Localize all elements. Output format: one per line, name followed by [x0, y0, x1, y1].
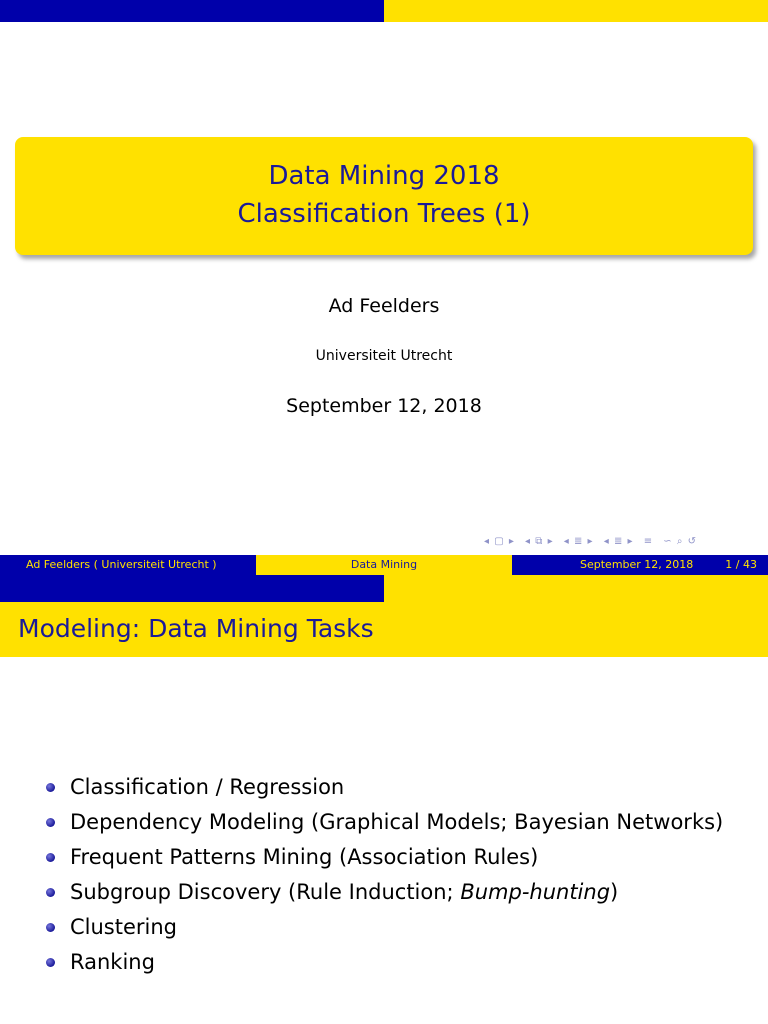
slide2-top-color-bar — [0, 575, 768, 602]
list-item — [46, 840, 723, 875]
bullet-icon — [46, 783, 55, 792]
footer-middle — [256, 555, 512, 575]
slide-title-line2: Classification Trees (1) — [237, 199, 531, 229]
footer-title: Data Mining — [350, 558, 418, 571]
list-item-emphasis: Bump-hunting — [460, 880, 611, 904]
beamer-navigation — [484, 536, 764, 552]
list-item — [46, 945, 723, 980]
footer-right — [512, 555, 768, 575]
nav-frame-icon[interactable]: ◂ ▢ ▸ — [484, 536, 515, 547]
bullet-icon — [46, 888, 55, 897]
nav-search-icon[interactable]: ∽ ⌕ ↺ — [663, 536, 698, 547]
bullet-icon — [46, 923, 55, 932]
slide2-top-bar-blue — [0, 575, 384, 602]
nav-section-icon[interactable]: ◂ ≣ ▸ — [563, 536, 594, 547]
list-item-text: Clustering — [70, 915, 178, 939]
footer-page-number: 1 / 43 — [725, 558, 757, 571]
footer-left — [0, 555, 256, 575]
slide-title-line1: Data Mining 2018 — [268, 161, 500, 191]
bullet-icon — [46, 958, 55, 967]
list-item-text: Frequent Patterns Mining (Association Rules) — [70, 845, 539, 869]
nav-menu-icon[interactable]: ≡ — [643, 536, 654, 547]
nav-document-icon[interactable]: ◂ ≣ ▸ — [603, 536, 634, 547]
bullet-icon — [46, 818, 55, 827]
top-bar-blue — [0, 0, 384, 22]
footer-bar — [0, 555, 768, 575]
list-item-text: Classification / Regression — [70, 775, 345, 799]
list-item-text: Dependency Modeling (Graphical Models; Bayesian Networks) — [70, 810, 724, 834]
slide2-header — [0, 602, 768, 657]
list-item-text-suffix: ) — [610, 880, 619, 904]
list-item — [46, 875, 723, 910]
footer-date: September 12, 2018 — [580, 558, 694, 571]
task-list — [46, 770, 723, 980]
list-item — [46, 805, 723, 840]
author: Ad Feelders — [328, 295, 440, 317]
list-item-text: Subgroup Discovery (Rule Induction; — [70, 880, 461, 904]
bullet-icon — [46, 853, 55, 862]
presentation-date: September 12, 2018 — [286, 395, 482, 417]
top-color-bar — [0, 0, 768, 22]
title-box — [15, 137, 753, 255]
slide2-top-bar-yellow — [384, 575, 768, 602]
list-item — [46, 910, 723, 945]
list-item-text: Ranking — [70, 950, 155, 974]
footer-author: Ad Feelders ( Universiteit Utrecht ) — [26, 558, 217, 571]
institute: Universiteit Utrecht — [315, 348, 453, 364]
nav-subsection-icon[interactable]: ◂ ⧉ ▸ — [525, 536, 554, 547]
top-bar-yellow — [384, 0, 768, 22]
list-item — [46, 770, 723, 805]
slide2-heading: Modeling: Data Mining Tasks — [18, 614, 374, 643]
